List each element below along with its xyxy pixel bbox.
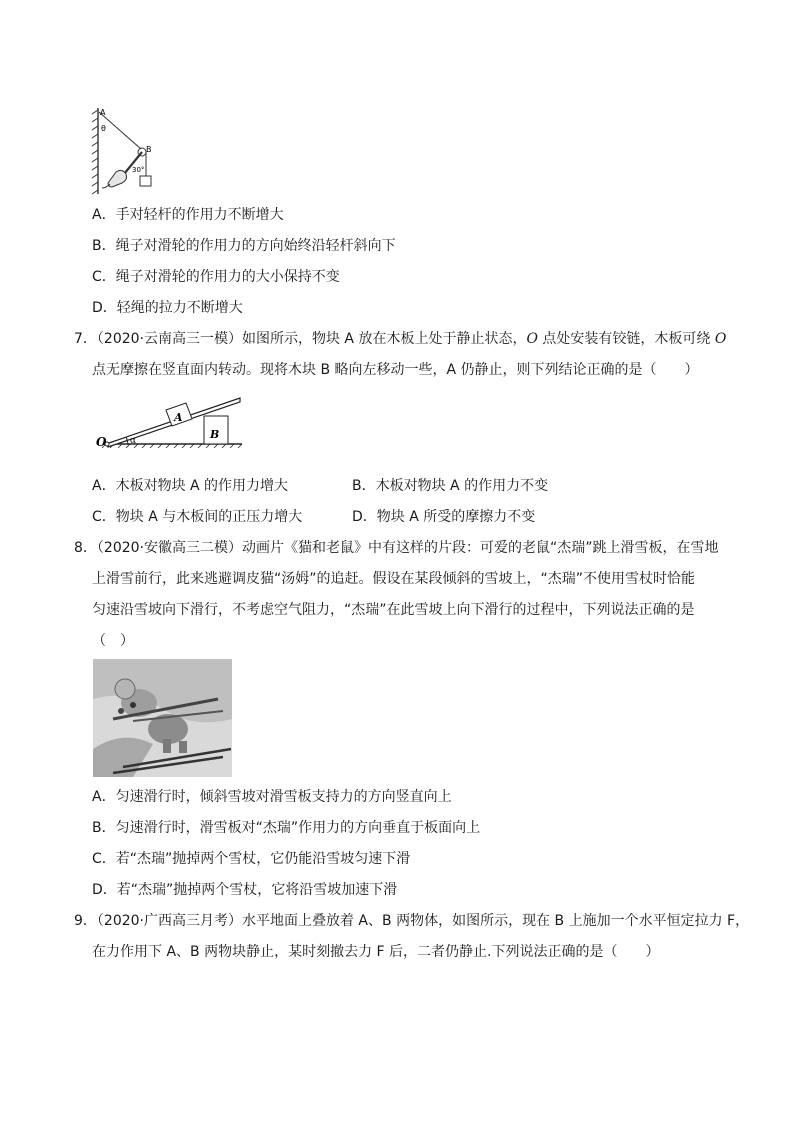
- q8-stem-line1: 8．（2020·安徽高三二模）动画片《猫和老鼠》中有这样的片段：可爱的老鼠“杰瑞”跳上滑雪板，在雪地: [74, 540, 719, 556]
- q6-option-c[interactable]: C．绳子对滑轮的作用力的大小保持不变: [92, 269, 340, 285]
- q7-option-b[interactable]: B．木板对物块 A 的作用力不变: [352, 478, 549, 494]
- q7-stem-line1: 7．（2020·云南高三一模）如图所示，物块 A 放在木板上处于静止状态，O 点处安装有铰链，木板可绕 O: [74, 331, 727, 347]
- q7-option-d[interactable]: D．物块 A 所受的摩擦力不变: [352, 509, 536, 525]
- q8-option-c[interactable]: C．若“杰瑞”抛掉两个雪杖，它仍能沿雪坡匀速下滑: [92, 851, 411, 867]
- q7-label-alpha: α: [130, 436, 137, 446]
- q6-option-b[interactable]: B．绳子对滑轮的作用力的方向始终沿轻杆斜向下: [92, 238, 396, 254]
- q7-label-o: O: [96, 435, 107, 449]
- q8-cartoon-image: [93, 659, 232, 777]
- q7-stem-line2: 点无摩擦在竖直面内转动。现将木块 B 略向左移动一些，A 仍静止，则下列结论正确的是（ ）: [92, 362, 699, 378]
- q6-pulley-figure: [88, 104, 168, 198]
- q8-option-b[interactable]: B．匀速滑行时，滑雪板对“杰瑞”作用力的方向垂直于板面向上: [92, 820, 481, 836]
- q8-stem-line2: 上滑雪前行，此来逃避调皮猫“汤姆”的追赶。假设在某段倾斜的雪坡上，“杰瑞”不使用雪杖时恰能: [92, 571, 696, 587]
- q6-option-d[interactable]: D．轻绳的拉力不断增大: [92, 300, 243, 316]
- q8-option-d[interactable]: D．若“杰瑞”抛掉两个雪杖，它将沿雪坡加速下滑: [92, 882, 398, 898]
- q6-label-angle: 30°: [132, 166, 145, 174]
- q7-option-a[interactable]: A．木板对物块 A 的作用力增大: [92, 478, 289, 494]
- q8-option-a[interactable]: A．匀速滑行时，倾斜雪坡对滑雪板支持力的方向竖直向上: [92, 789, 452, 805]
- q6-option-a[interactable]: A．手对轻杆的作用力不断增大: [92, 207, 284, 223]
- q7-label-a: A: [174, 411, 183, 424]
- q8-stem-line4: （ ）: [92, 633, 134, 649]
- q9-stem-line1: 9．（2020·广西高三月考）水平地面上叠放着 A、B 两物体，如图所示，现在 B 上施加一个水平恒定拉力 F，: [74, 913, 750, 929]
- q6-label-a: A: [100, 108, 106, 117]
- q9-stem-line2: 在力作用下 A、B 两物块静止，某时刻撤去力 F 后，二者仍静止.下列说法正确的是（ ）: [92, 944, 660, 960]
- q6-label-theta: θ: [101, 124, 106, 133]
- q6-label-b: B: [146, 145, 152, 154]
- q7-incline-figure: [94, 392, 244, 456]
- q7-option-c[interactable]: C．物块 A 与木板间的正压力增大: [92, 509, 303, 525]
- q8-stem-line3: 匀速沿雪坡向下滑行，不考虑空气阻力，“杰瑞”在此雪坡上向下滑行的过程中，下列说法正确的是: [92, 602, 695, 618]
- q7-label-b: B: [210, 428, 220, 441]
